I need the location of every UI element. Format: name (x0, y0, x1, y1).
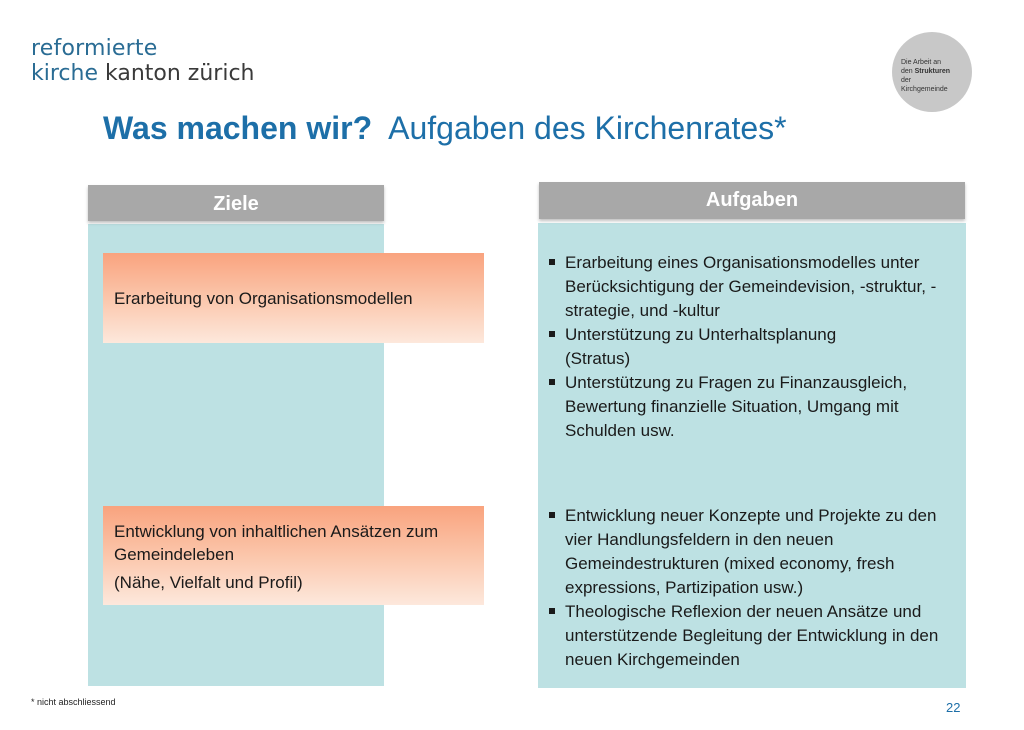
page-title (103, 110, 787, 147)
goal-box-1 (103, 253, 484, 343)
logo-word-kanton: kanton zürich (98, 61, 255, 86)
footnote: * nicht abschliessend (31, 697, 116, 707)
goal-2-subtext: (Nähe, Vielfalt und Profil) (114, 573, 303, 592)
badge-line-4: Kirchgemeinde (901, 86, 948, 93)
logo-line-2 (31, 61, 254, 86)
church-logo (31, 36, 254, 86)
page-number: 22 (946, 700, 961, 715)
list-item: Theologische Reflexion der neuen Ansätze und unterstützende Begleitung der Entwicklung in den neuen Kirchgemeinden (548, 600, 950, 672)
tasks-header: Aufgaben (539, 182, 965, 219)
list-item: Unterstützung zu Unterhaltsplanung (Stratus) (548, 323, 895, 371)
badge-line-1: Die Arbeit an (901, 59, 942, 66)
goal-2-text: Entwicklung von inhaltlichen Ansätzen zum Gemeindeleben (114, 522, 439, 564)
section-badge (892, 32, 972, 112)
logo-word-kirche: kirche (31, 61, 98, 86)
logo-line-1: reformierte (31, 36, 158, 61)
title-subtitle: Aufgaben des Kirchenrates* (372, 110, 787, 146)
badge-line-2 (901, 67, 950, 76)
title-question: Was machen wir? (103, 110, 373, 146)
badge-line-3: der (901, 77, 912, 84)
goal-box-2 (103, 506, 484, 605)
goal-1-text: Erarbeitung von Organisationsmodellen (114, 289, 413, 308)
badge-text (901, 58, 950, 94)
task-list-2 (548, 504, 950, 672)
list-item: Erarbeitung eines Organisationsmodelles unter Berücksichtigung der Gemeindevision, -struktur, -strategie, und -kultur (548, 251, 945, 323)
list-item: Entwicklung neuer Konzepte und Projekte zu den vier Handlungsfeldern in den neuen Gemeindestrukturen (mixed economy, fresh expressions, Partizipation usw.) (548, 504, 950, 600)
task-list-1 (548, 251, 945, 443)
badge-line-2b: Strukturen (914, 68, 951, 75)
goals-header: Ziele (88, 185, 384, 221)
list-item: Unterstützung zu Fragen zu Finanzausgleich, Bewertung finanzielle Situation, Umgang mit Schulden usw. (548, 371, 910, 443)
badge-line-2a: den (901, 68, 915, 75)
